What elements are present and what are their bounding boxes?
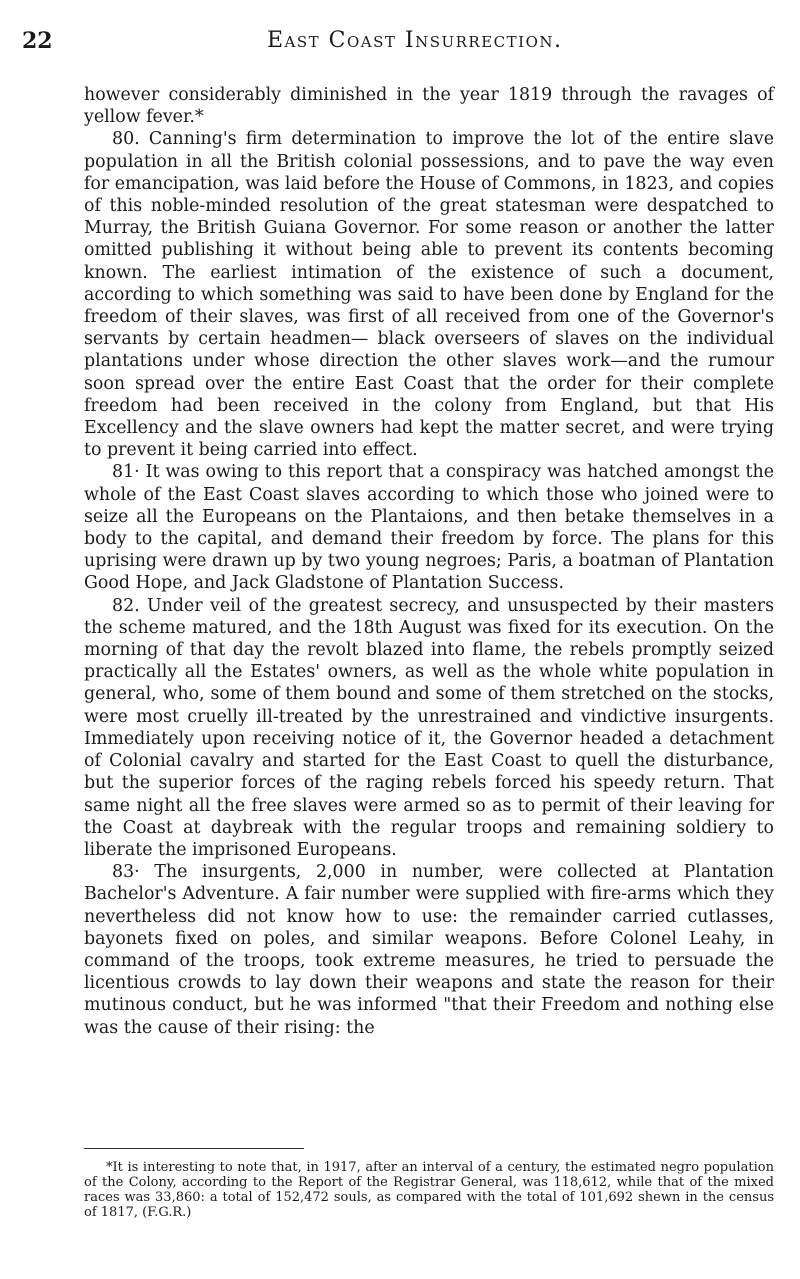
footnote: *It is interesting to note that, in 1917, after an interval of a century, the estimated negro population of the Colony, according to the Report of the Registrar General, was 118,612, while that of the mixed races was 33,860: a total of 152,472 souls, as compared with the total of 101,692 shewn in the census of 1817, (F.G.R.) [84, 1160, 774, 1220]
running-title: East Coast Insurrection. [267, 28, 563, 53]
page-number: 22 [22, 28, 53, 54]
body-text [84, 84, 774, 1039]
paragraph-82: 82. Under veil of the greatest secrecy, and unsuspected by their masters the scheme matured, and the 18th August was fixed for its execution. On the morning of that day the revolt blazed into flame, the rebels promptly seized practically all the Estates' owners, as well as the whole white population in general, who, some of them bound and some of them stretched on the stocks, were most cruelly ill-treated by the unrestrained and vindictive insurgents. Immediately upon receiving notice of it, the Governor headed a detachment of Colonial cavalry and started for the East Coast to quell the disturbance, but the superior forces of the raging rebels forced his speedy return. That same night all the free slaves were armed so as to permit of their leaving for the Coast at daybreak with the regular troops and remaining soldiery to liberate the imprisoned Europeans. [84, 595, 774, 860]
footnote-rule [84, 1148, 304, 1149]
paragraph-83: 83· The insurgents, 2,000 in number, were collected at Plantation Bachelor's Adventure. A fair number were supplied with fire-arms which they nevertheless did not know how to use: the remainder carried cutlasses, bayonets fixed on poles, and similar weapons. Before Colonel Leahy, in command of the troops, took extreme measures, he tried to persuade the licentious crowds to lay down their weapons and state the reason for their mutinous conduct, but he was informed "that their Freedom and nothing else was the cause of their rising: the [84, 862, 774, 1038]
page-header [22, 20, 760, 56]
paragraph-81: 81· It was owing to this report that a conspiracy was hatched amongst the whole of the East Coast slaves according to which those who joined were to seize all the Europeans on the Plantaions, and then betake themselves in a body to the capital, and demand their freedom by force. The plans for this uprising were drawn up by two young negroes; Paris, a boatman of Plantation Good Hope, and Jack Gladstone of Plantation Success. [84, 462, 774, 594]
paragraph-80: 80. Canning's firm determination to improve the lot of the entire slave population in all the British colonial possessions, and to pave the way even for emancipation, was laid before the House of Commons, in 1823, and copies of this noble-minded resolution of the great statesman were despatched to Murray, the British Guiana Governor. For some reason or another the latter omitted publishing it without being able to prevent its contents becoming known. The earliest intimation of the existence of such a document, according to which something was said to have been done by England for the freedom of their slaves, was first of all received from one of the Governor's servants by certain headmen— black overseers of slaves on the individual plantations under whose direction the other slaves work—and the rumour soon spread over the entire East Coast that the order for their complete freedom had been received in the colony from England, but that His Excellency and the slave owners had kept the matter secret, and were trying to prevent it being carried into effect. [84, 129, 774, 461]
paragraph-continuation: however considerably diminished in the year 1819 through the ravages of yellow fever.* [84, 85, 774, 128]
